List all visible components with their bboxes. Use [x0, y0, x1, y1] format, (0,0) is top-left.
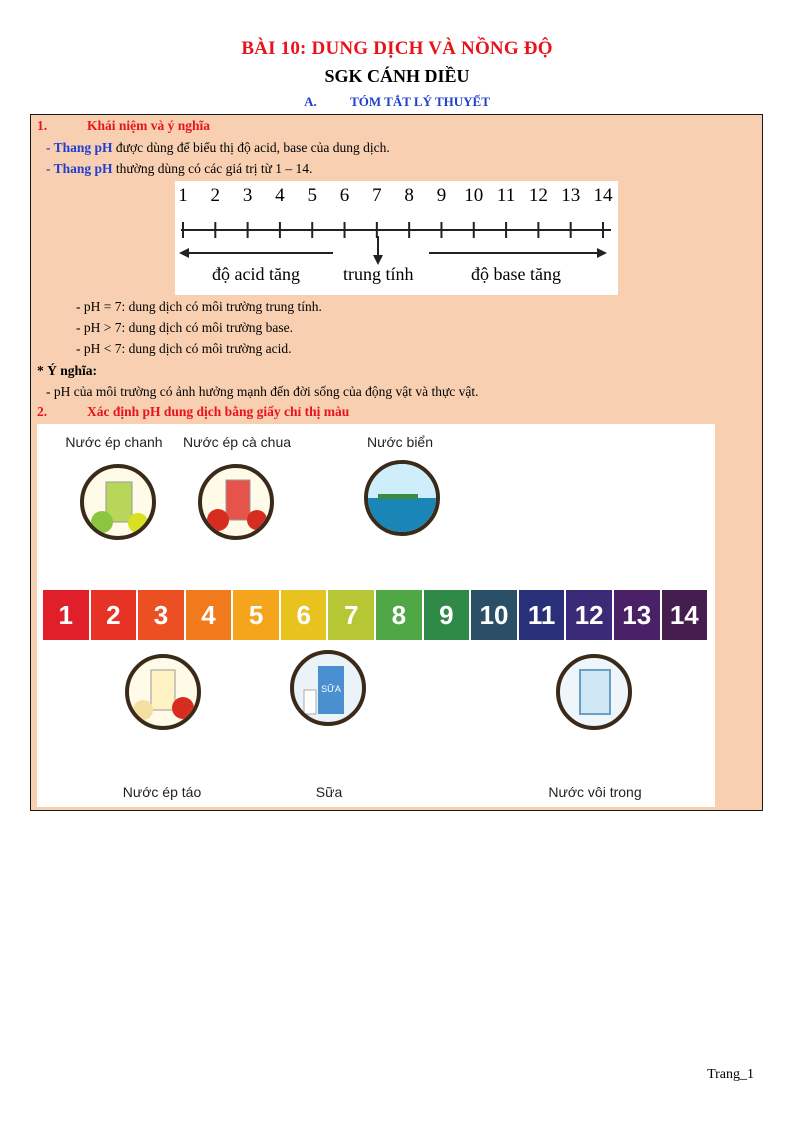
limewater-label: Nước vôi trong	[548, 784, 642, 800]
scale-tick-label: 11	[496, 185, 516, 206]
lemon-juice-label: Nước ép chanh	[65, 434, 163, 450]
base-caption: độ base tăng	[471, 264, 561, 284]
apple-juice-icon	[125, 654, 201, 730]
tomato-juice-label: Nước ép cà chua	[182, 434, 292, 450]
scale-tick-label: 5	[307, 185, 317, 206]
milk-label: Sữa	[315, 784, 343, 800]
page-subtitle: SGK CÁNH DIỀU	[324, 66, 470, 86]
acid-caption: độ acid tăng	[212, 264, 300, 284]
scale-tick-label: 3	[242, 185, 253, 206]
scale-tick-label: 4	[275, 185, 285, 206]
neutral-caption: trung tính	[343, 264, 414, 284]
ph-cell: 14	[662, 590, 710, 640]
definition-line-1	[46, 140, 390, 156]
meaning-text: - pH của môi trường có ảnh hưởng mạnh đến đời sống của động vật và thực vật.	[46, 384, 479, 399]
scale-tick-label: 12	[528, 185, 548, 206]
ph-cell: 2	[91, 590, 139, 640]
part1-heading-text: Khái niệm và ý nghĩa	[87, 118, 211, 133]
part1-heading	[37, 118, 210, 134]
rule-base: - pH > 7: dung dịch có môi trường base.	[76, 320, 294, 335]
rule-neutral: - pH = 7: dung dịch có môi trường trung tính.	[76, 299, 322, 314]
page-number: Trang_1	[707, 1067, 754, 1082]
ph-scale-figure	[175, 181, 618, 295]
milk-carton-text: SỮA	[321, 684, 341, 694]
scale-tick-label: 9	[436, 185, 447, 206]
apple-juice-label: Nước ép táo	[122, 784, 202, 800]
ph-cell: 13	[614, 590, 662, 640]
scale-tick-label: 10	[464, 185, 484, 206]
seawater-label: Nước biển	[366, 434, 434, 450]
limewater-icon	[556, 654, 632, 730]
ph-cell: 3	[138, 590, 186, 640]
definition-text: thường dùng có các giá trị từ 1 – 14.	[112, 161, 313, 176]
ph-cell: 6	[281, 590, 329, 640]
part2-heading-text: Xác định pH dung dịch bằng giấy chỉ thị màu	[87, 404, 350, 419]
scale-tick-label: 1	[178, 185, 188, 206]
ph-cell: 9	[424, 590, 472, 640]
right-arrow-icon	[597, 248, 607, 258]
ph-cell: 11	[519, 590, 567, 640]
left-arrow-icon	[179, 248, 189, 258]
term-ph: - Thang pH	[46, 140, 113, 155]
definition-line-2	[46, 161, 312, 177]
section-heading	[0, 94, 794, 110]
page-title: BÀI 10: DUNG DỊCH VÀ NỒNG ĐỘ	[241, 38, 553, 59]
indicator-figure	[37, 424, 715, 807]
ph-cell: 12	[566, 590, 614, 640]
rule-acid: - pH < 7: dung dịch có môi trường acid.	[76, 341, 292, 356]
ph-cell: 7	[328, 590, 376, 640]
part2-number: 2.	[37, 404, 48, 419]
ph-cell: 8	[376, 590, 424, 640]
part1-number: 1.	[37, 118, 48, 133]
ph-color-bar	[43, 590, 709, 640]
section-number: A.	[304, 94, 317, 109]
scale-tick-label: 14	[593, 185, 613, 206]
scale-tick-label: 7	[372, 185, 382, 206]
ph-cell: 4	[186, 590, 234, 640]
scale-tick-label: 2	[210, 185, 221, 206]
tomato-juice-icon	[198, 464, 274, 540]
seawater-icon	[364, 460, 440, 536]
scale-tick-label: 6	[339, 185, 350, 206]
term-ph: - Thang pH	[46, 161, 113, 176]
section-label: TÓM TẮT LÝ THUYẾT	[350, 94, 490, 109]
lemon-juice-icon	[80, 464, 156, 540]
ph-cell: 5	[233, 590, 281, 640]
milk-icon	[290, 650, 366, 726]
ph-cell: 1	[43, 590, 91, 640]
definition-text: được dùng để biểu thị độ acid, base của dung dịch.	[112, 140, 390, 155]
scale-tick-label: 8	[404, 185, 414, 206]
part2-heading	[37, 404, 349, 420]
scale-tick-label: 13	[561, 185, 581, 206]
meaning-heading: * Ý nghĩa:	[37, 363, 98, 378]
ph-cell: 10	[471, 590, 519, 640]
